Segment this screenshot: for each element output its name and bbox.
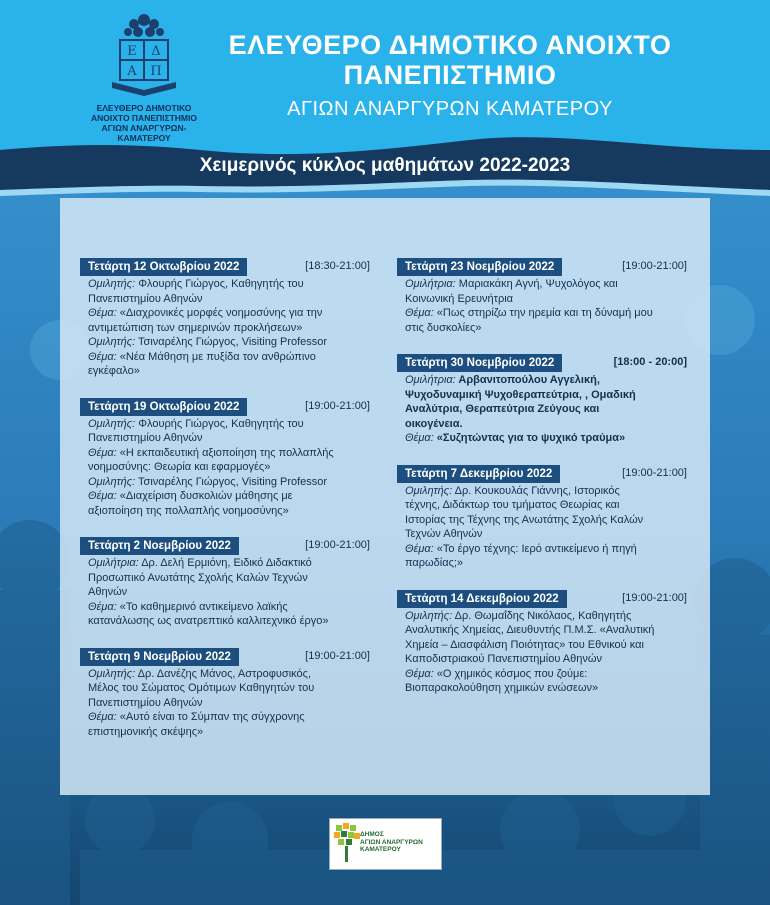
- lecture-detail-line: [80, 667, 370, 682]
- lecture-entry: [80, 398, 370, 519]
- field-value: «Αυτό είναι το Σύμπαν της σύγχρονης: [116, 711, 305, 723]
- lecture-date: Τετάρτη 14 Δεκεμβρίου 2022: [397, 590, 567, 608]
- logo-caption-line-3: ΑΓΙΩΝ ΑΝΑΡΓΥΡΩΝ-ΚΑΜΑΤΕΡΟΥ: [101, 123, 187, 143]
- lecture-detail-line: [397, 277, 687, 292]
- logo-caption-line-2: ΑΝΟΙΧΤΟ ΠΑΝΕΠΙΣΤΗΜΙΟ: [90, 113, 197, 123]
- lecture-detail-line: [397, 513, 687, 528]
- header-banner: [0, 0, 770, 160]
- main-title-line-1: ΕΛΕΥΘΕΡΟ ΔΗΜΟΤΙΚΟ ΑΝΟΙΧΤΟ: [228, 30, 672, 60]
- lecture-entry: [397, 590, 687, 696]
- lecture-detail-line: [397, 321, 687, 336]
- lecture-detail-line: [80, 681, 370, 696]
- field-label: Ομιλητής:: [405, 484, 453, 497]
- lecture-header: [397, 590, 687, 608]
- field-value: «Διαχρονικές μορφές νοημοσύνης για την: [116, 307, 323, 319]
- tree-logo-icon: [332, 821, 362, 867]
- lecture-time: [18:00 - 20:00]: [613, 356, 687, 368]
- lecture-detail-line: [80, 431, 370, 446]
- lecture-time: [18:30-21:00]: [305, 260, 370, 272]
- field-label: Θέμα:: [88, 600, 117, 613]
- field-label: Θέμα:: [405, 307, 434, 319]
- field-label: Θέμα:: [88, 711, 117, 723]
- lecture-detail-line: [80, 710, 370, 725]
- lecture-detail-line: [397, 402, 687, 417]
- lecture-time: [19:00-21:00]: [305, 399, 370, 412]
- lecture-time: [19:00-21:00]: [305, 649, 370, 662]
- field-label: Ομιλητής:: [88, 336, 136, 348]
- lecture-detail-line: [397, 292, 687, 307]
- field-value: «Ο χημικός κόσμος που ζούμε:: [433, 667, 588, 680]
- lecture-detail-line: [397, 373, 687, 388]
- field-label: Θέμα:: [405, 432, 434, 444]
- lecture-date: Τετάρτη 23 Νοεμβρίου 2022: [397, 258, 562, 276]
- field-label: Ομιλητής:: [88, 667, 136, 680]
- field-value: αξιοποίηση της πολλαπλής νοημοσύνης»: [88, 504, 289, 517]
- field-value: εγκέφαλο»: [88, 365, 140, 377]
- field-value: παρωδίας;»: [405, 557, 464, 569]
- lecture-date: Τετάρτη 9 Νοεμβρίου 2022: [80, 648, 239, 666]
- footer-logo-line-1: ΔΗΜΟΣ: [360, 831, 384, 838]
- lecture-detail-line: [80, 556, 370, 571]
- lecture-detail-line: [397, 484, 687, 499]
- lecture-detail-line: [80, 504, 370, 519]
- subtitle: ΑΓΙΩΝ ΑΝΑΡΓΥΡΩΝ ΚΑΜΑΤΕΡΟΥ: [287, 98, 613, 120]
- field-value: Φλουρής Γιώργος, Καθηγητής του: [135, 417, 304, 430]
- footer-logo-line-3: ΚΑΜΑΤΕΡΟΥ: [360, 846, 401, 853]
- season-title: Χειμερινός κύκλος μαθημάτων 2022-2023: [199, 155, 571, 176]
- field-value: Ιστορίας της Τέχνης της Ανωτάτης Σχολής Καλών: [405, 513, 644, 526]
- lecture-detail-line: [397, 556, 687, 571]
- lecture-date: Τετάρτη 7 Δεκεμβρίου 2022: [397, 465, 560, 483]
- field-value: Πανεπιστημίου Αθηνών: [88, 696, 203, 709]
- field-value: στις δυσκολίες»: [405, 321, 482, 334]
- lecture-detail-line: [397, 623, 687, 638]
- lecture-detail-line: [80, 725, 370, 740]
- lecture-header: [80, 258, 370, 276]
- lecture-header: [80, 537, 370, 555]
- lecture-detail-line: [80, 571, 370, 586]
- lecture-header: [80, 398, 370, 416]
- lecture-time: [19:00-21:00]: [622, 466, 687, 479]
- field-value: Δρ. Δανέζης Μάνος, Αστροφυσικός,: [135, 667, 311, 680]
- lecture-detail-line: [80, 446, 370, 461]
- lecture-detail-line: [80, 600, 370, 615]
- lecture-time: [19:00-21:00]: [622, 591, 687, 604]
- lecture-date: Τετάρτη 2 Νοεμβρίου 2022: [80, 537, 239, 555]
- field-value: «Πως στηρίζω την ηρεμία και τη δύναμή μου: [433, 307, 653, 319]
- lecture-detail-line: [397, 431, 687, 446]
- lecture-entry: [397, 258, 687, 335]
- lecture-date: Τετάρτη 12 Οκτωβρίου 2022: [80, 258, 247, 276]
- lecture-time: [19:00-21:00]: [622, 260, 687, 272]
- field-value: Αναλύτρια, Θεραπεύτρια Ζεύγους και: [405, 403, 600, 415]
- field-value: Ψυχοδυναμική Ψυχοθεραπεύτρια, , Ομαδική: [405, 388, 636, 401]
- field-value: οικογένεια.: [405, 417, 463, 430]
- field-value: επιστημονικής σκέψης»: [88, 725, 204, 738]
- lecture-detail-line: [80, 292, 370, 307]
- field-value: Τσιναρέλης Γιώργος, Visiting Professor: [135, 475, 328, 488]
- field-value: Φλουρής Γιώργος, Καθηγητής του: [135, 278, 304, 290]
- lecture-detail-line: [397, 388, 687, 403]
- field-value: Χημεία – Διασφάλιση Ποιότητας» του Εθνικού και: [405, 638, 644, 651]
- lecture-detail-line: [80, 417, 370, 432]
- field-label: Ομιλητής:: [88, 475, 136, 488]
- lecture-header: [80, 648, 370, 666]
- field-value: αντιμετώπιση των σημερινών προκλήσεων»: [88, 321, 303, 334]
- lecture-entry: [80, 258, 370, 379]
- field-label: Θέμα:: [88, 490, 117, 502]
- lecture-detail-line: [397, 667, 687, 682]
- field-value: Τσιναρέλης Γιώργος, Visiting Professor: [135, 336, 328, 348]
- lecture-entry: [80, 648, 370, 740]
- field-value: Καποδιστριακού Πανεπιστημίου Αθηνών: [405, 653, 602, 665]
- field-value: Τεχνών Αθηνών: [405, 528, 483, 540]
- svg-text:Ε: Ε: [127, 44, 137, 59]
- footer-logo-line-2: ΑΓΙΩΝ ΑΝΑΡΓΥΡΩΝ: [360, 838, 423, 846]
- field-label: Ομιλήτρια:: [88, 557, 139, 569]
- left-column: [80, 258, 370, 739]
- svg-text:Α: Α: [127, 64, 137, 79]
- logo-caption-line-1: ΕΛΕΥΘΕΡΟ ΔΗΜΟΤΙΚΟ: [96, 103, 192, 113]
- field-value: Δρ. Κουκουλάς Γιάννης, Ιστορικός: [452, 484, 620, 497]
- lecture-detail-line: [80, 696, 370, 711]
- lecture-detail-line: [397, 638, 687, 653]
- lecture-detail-line: [397, 652, 687, 667]
- lecture-entry: [397, 465, 687, 571]
- lecture-date: Τετάρτη 19 Οκτωβρίου 2022: [80, 398, 247, 416]
- field-label: Ομιλητής:: [88, 417, 136, 430]
- lecture-detail-line: [80, 335, 370, 350]
- field-value: Αρβανιτοπούλου Αγγελική,: [455, 374, 600, 386]
- lecture-header: [397, 258, 687, 276]
- lecture-detail-line: [80, 350, 370, 365]
- field-value: Αναλυτικής Χημείας, Διευθυντής Π.Μ.Σ. «Αναλυτική: [405, 624, 655, 636]
- svg-text:Δ: Δ: [151, 44, 161, 59]
- lecture-date: Τετάρτη 30 Νοεμβρίου 2022: [397, 354, 562, 372]
- field-value: Πανεπιστημίου Αθηνών: [88, 432, 203, 444]
- field-label: Ομιλήτρια:: [405, 374, 456, 386]
- lecture-header: [397, 465, 687, 483]
- field-value: «Διαχείριση δυσκολιών μάθησης με: [116, 490, 293, 502]
- lecture-detail-line: [80, 277, 370, 292]
- field-value: Δρ. Δελή Ερμιόνη, Ειδικό Διδακτικό: [138, 557, 312, 569]
- main-title-line-2: ΠΑΝΕΠΙΣΤΗΜΙΟ: [343, 60, 557, 90]
- field-value: Μαριακάκη Αγνή, Ψυχολόγος και: [455, 278, 618, 290]
- lecture-detail-line: [80, 614, 370, 629]
- municipality-logo: [329, 818, 442, 870]
- right-column: [397, 258, 687, 696]
- field-value: Πανεπιστημίου Αθηνών: [88, 292, 203, 305]
- field-label: Θέμα:: [405, 667, 434, 680]
- lecture-detail-line: [397, 542, 687, 557]
- lecture-detail-line: [80, 321, 370, 336]
- field-value: Κοινωνική Ερευνήτρια: [405, 292, 514, 305]
- field-value: «Νέα Μάθηση με πυξίδα τον ανθρώπινο: [116, 350, 316, 363]
- field-value: «Συζητώντας για το ψυχικό τραύμα»: [433, 432, 626, 444]
- field-value: τέχνης, Διδάκτωρ του τμήματος Θεωρίας και: [405, 499, 620, 511]
- field-value: Μέλος του Σώματος Ομότιμων Καθηγητών του: [88, 682, 315, 694]
- field-value: Αθηνών: [88, 586, 128, 598]
- field-label: Θέμα:: [88, 307, 117, 319]
- lecture-time: [19:00-21:00]: [305, 539, 370, 551]
- field-label: Θέμα:: [405, 542, 434, 555]
- lecture-detail-line: [80, 306, 370, 321]
- field-label: Θέμα:: [88, 446, 117, 459]
- lecture-detail-line: [397, 609, 687, 624]
- lecture-detail-line: [397, 498, 687, 513]
- lecture-detail-line: [397, 417, 687, 432]
- lecture-entry: [397, 354, 687, 446]
- lecture-header: [397, 354, 687, 372]
- field-label: Ομιλητής:: [405, 609, 453, 622]
- field-value: Δρ. Θωμαΐδης Νικόλαος, Καθηγητής: [452, 609, 632, 622]
- lecture-entry: [80, 537, 370, 629]
- lecture-detail-line: [397, 527, 687, 542]
- lecture-detail-line: [80, 489, 370, 504]
- field-value: νοημοσύνης: Θεωρία και εφαρμογές»: [88, 461, 271, 473]
- field-label: Ομιλητής:: [88, 278, 136, 290]
- field-value: Προσωπικό Ανωτάτης Σχολής Καλών Τεχνών: [88, 571, 308, 584]
- field-value: Βιοπαρακολούθηση χημικών ενώσεων»: [405, 682, 599, 694]
- svg-text:Π: Π: [150, 64, 162, 79]
- field-value: «Το έργο τέχνης: Ιερό αντικείμενο ή πηγή: [433, 542, 637, 555]
- field-label: Θέμα:: [88, 350, 117, 363]
- field-value: «Το καθημερινό αντικείμενο λαϊκής: [116, 600, 288, 613]
- lecture-detail-line: [80, 475, 370, 490]
- field-label: Ομιλήτρια:: [405, 278, 456, 290]
- field-value: «Η εκπαιδευτική αξιοποίηση της πολλαπλής: [116, 446, 334, 459]
- field-value: κατανάλωσης ως ανατρεπτικό καλλιτεχνικό έργο»: [88, 615, 329, 627]
- lecture-detail-line: [397, 306, 687, 321]
- lecture-detail-line: [397, 681, 687, 696]
- lecture-detail-line: [80, 585, 370, 600]
- lecture-detail-line: [80, 460, 370, 475]
- lecture-detail-line: [80, 364, 370, 379]
